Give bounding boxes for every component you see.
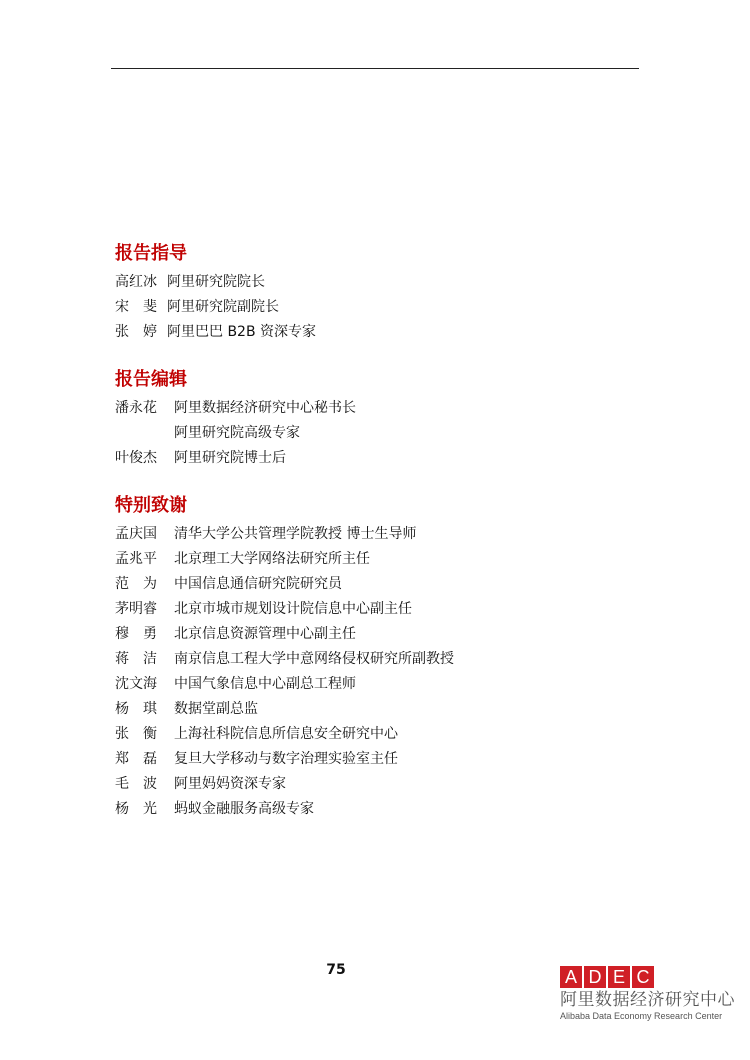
person-role: 北京市城市规划设计院信息中心副主任 (174, 601, 412, 617)
person-name: 沈文海 (115, 676, 157, 692)
section-report-editors (115, 367, 635, 471)
list-item (115, 547, 635, 572)
person-role: 清华大学公共管理学院教授 博士生导师 (174, 526, 417, 542)
list-item (115, 295, 635, 320)
logo-letter: D (584, 966, 606, 988)
top-rule (111, 68, 639, 69)
list-item (115, 597, 635, 622)
person-name: 范 为 (115, 576, 157, 592)
person-role: 阿里数据经济研究中心秘书长 (174, 400, 356, 416)
person-role: 中国信息通信研究院研究员 (174, 576, 342, 592)
logo-letter: C (632, 966, 654, 988)
list-item (115, 672, 635, 697)
person-role: 阿里研究院院长 (167, 274, 265, 290)
person-name: 郑 磊 (115, 751, 157, 767)
list-item (115, 572, 635, 597)
section-report-guidance (115, 241, 635, 345)
list-item (115, 747, 635, 772)
editors-list (115, 396, 635, 471)
person-name: 张 婷 (115, 324, 157, 340)
list-item (115, 722, 635, 747)
list-item (115, 697, 635, 722)
person-role: 阿里研究院博士后 (174, 450, 286, 466)
list-item (115, 522, 635, 547)
person-name: 高红冰 (115, 274, 157, 290)
person-name: 杨 光 (115, 801, 157, 817)
person-name: 张 衡 (115, 726, 157, 742)
list-item (115, 772, 635, 797)
guide-list (115, 270, 635, 345)
person-name: 宋 斐 (115, 299, 157, 315)
person-name (115, 421, 174, 446)
logo-chinese-name: 阿里数据经济研究中心 (560, 990, 735, 1010)
list-item (115, 320, 635, 345)
list-item (115, 270, 635, 295)
list-item (115, 421, 635, 446)
logo-letter: E (608, 966, 630, 988)
person-name: 蒋 洁 (115, 651, 157, 667)
person-name: 穆 勇 (115, 626, 157, 642)
adec-logo (560, 966, 736, 1022)
person-role: 数据堂副总监 (174, 701, 258, 717)
person-role: 蚂蚁金融服务高级专家 (174, 801, 314, 817)
person-role: 阿里研究院副院长 (167, 299, 279, 315)
person-role: 阿里巴巴 B2B 资深专家 (167, 324, 317, 340)
person-name: 毛 波 (115, 776, 157, 792)
section-title: 报告编辑 (115, 369, 187, 390)
person-name: 叶俊杰 (115, 450, 157, 466)
list-item (115, 446, 635, 471)
person-role: 南京信息工程大学中意网络侵权研究所副教授 (174, 651, 454, 667)
person-role: 中国气象信息中心副总工程师 (174, 676, 356, 692)
section-title: 报告指导 (115, 243, 187, 264)
list-item (115, 647, 635, 672)
person-name: 孟兆平 (115, 551, 157, 567)
section-title: 特别致谢 (115, 495, 187, 516)
logo-letter: A (560, 966, 582, 988)
person-role: 上海社科院信息所信息安全研究中心 (174, 726, 398, 742)
person-name: 杨 琪 (115, 701, 157, 717)
list-item (115, 622, 635, 647)
page-number: 75 (326, 962, 346, 978)
logo-english-name: Alibaba Data Economy Research Center (560, 1011, 723, 1021)
thanks-list (115, 522, 635, 822)
person-role: 北京信息资源管理中心副主任 (174, 626, 356, 642)
list-item (115, 396, 635, 421)
person-name: 潘永花 (115, 400, 157, 416)
person-name: 茅明睿 (115, 601, 157, 617)
section-special-thanks (115, 493, 635, 822)
person-name: 孟庆国 (115, 526, 157, 542)
person-role: 阿里妈妈资深专家 (174, 776, 286, 792)
list-item (115, 797, 635, 822)
person-role: 阿里研究院高级专家 (174, 425, 300, 441)
logo-letter-boxes (560, 966, 736, 988)
person-role: 复旦大学移动与数字治理实验室主任 (174, 751, 398, 767)
person-role: 北京理工大学网络法研究所主任 (174, 551, 370, 567)
